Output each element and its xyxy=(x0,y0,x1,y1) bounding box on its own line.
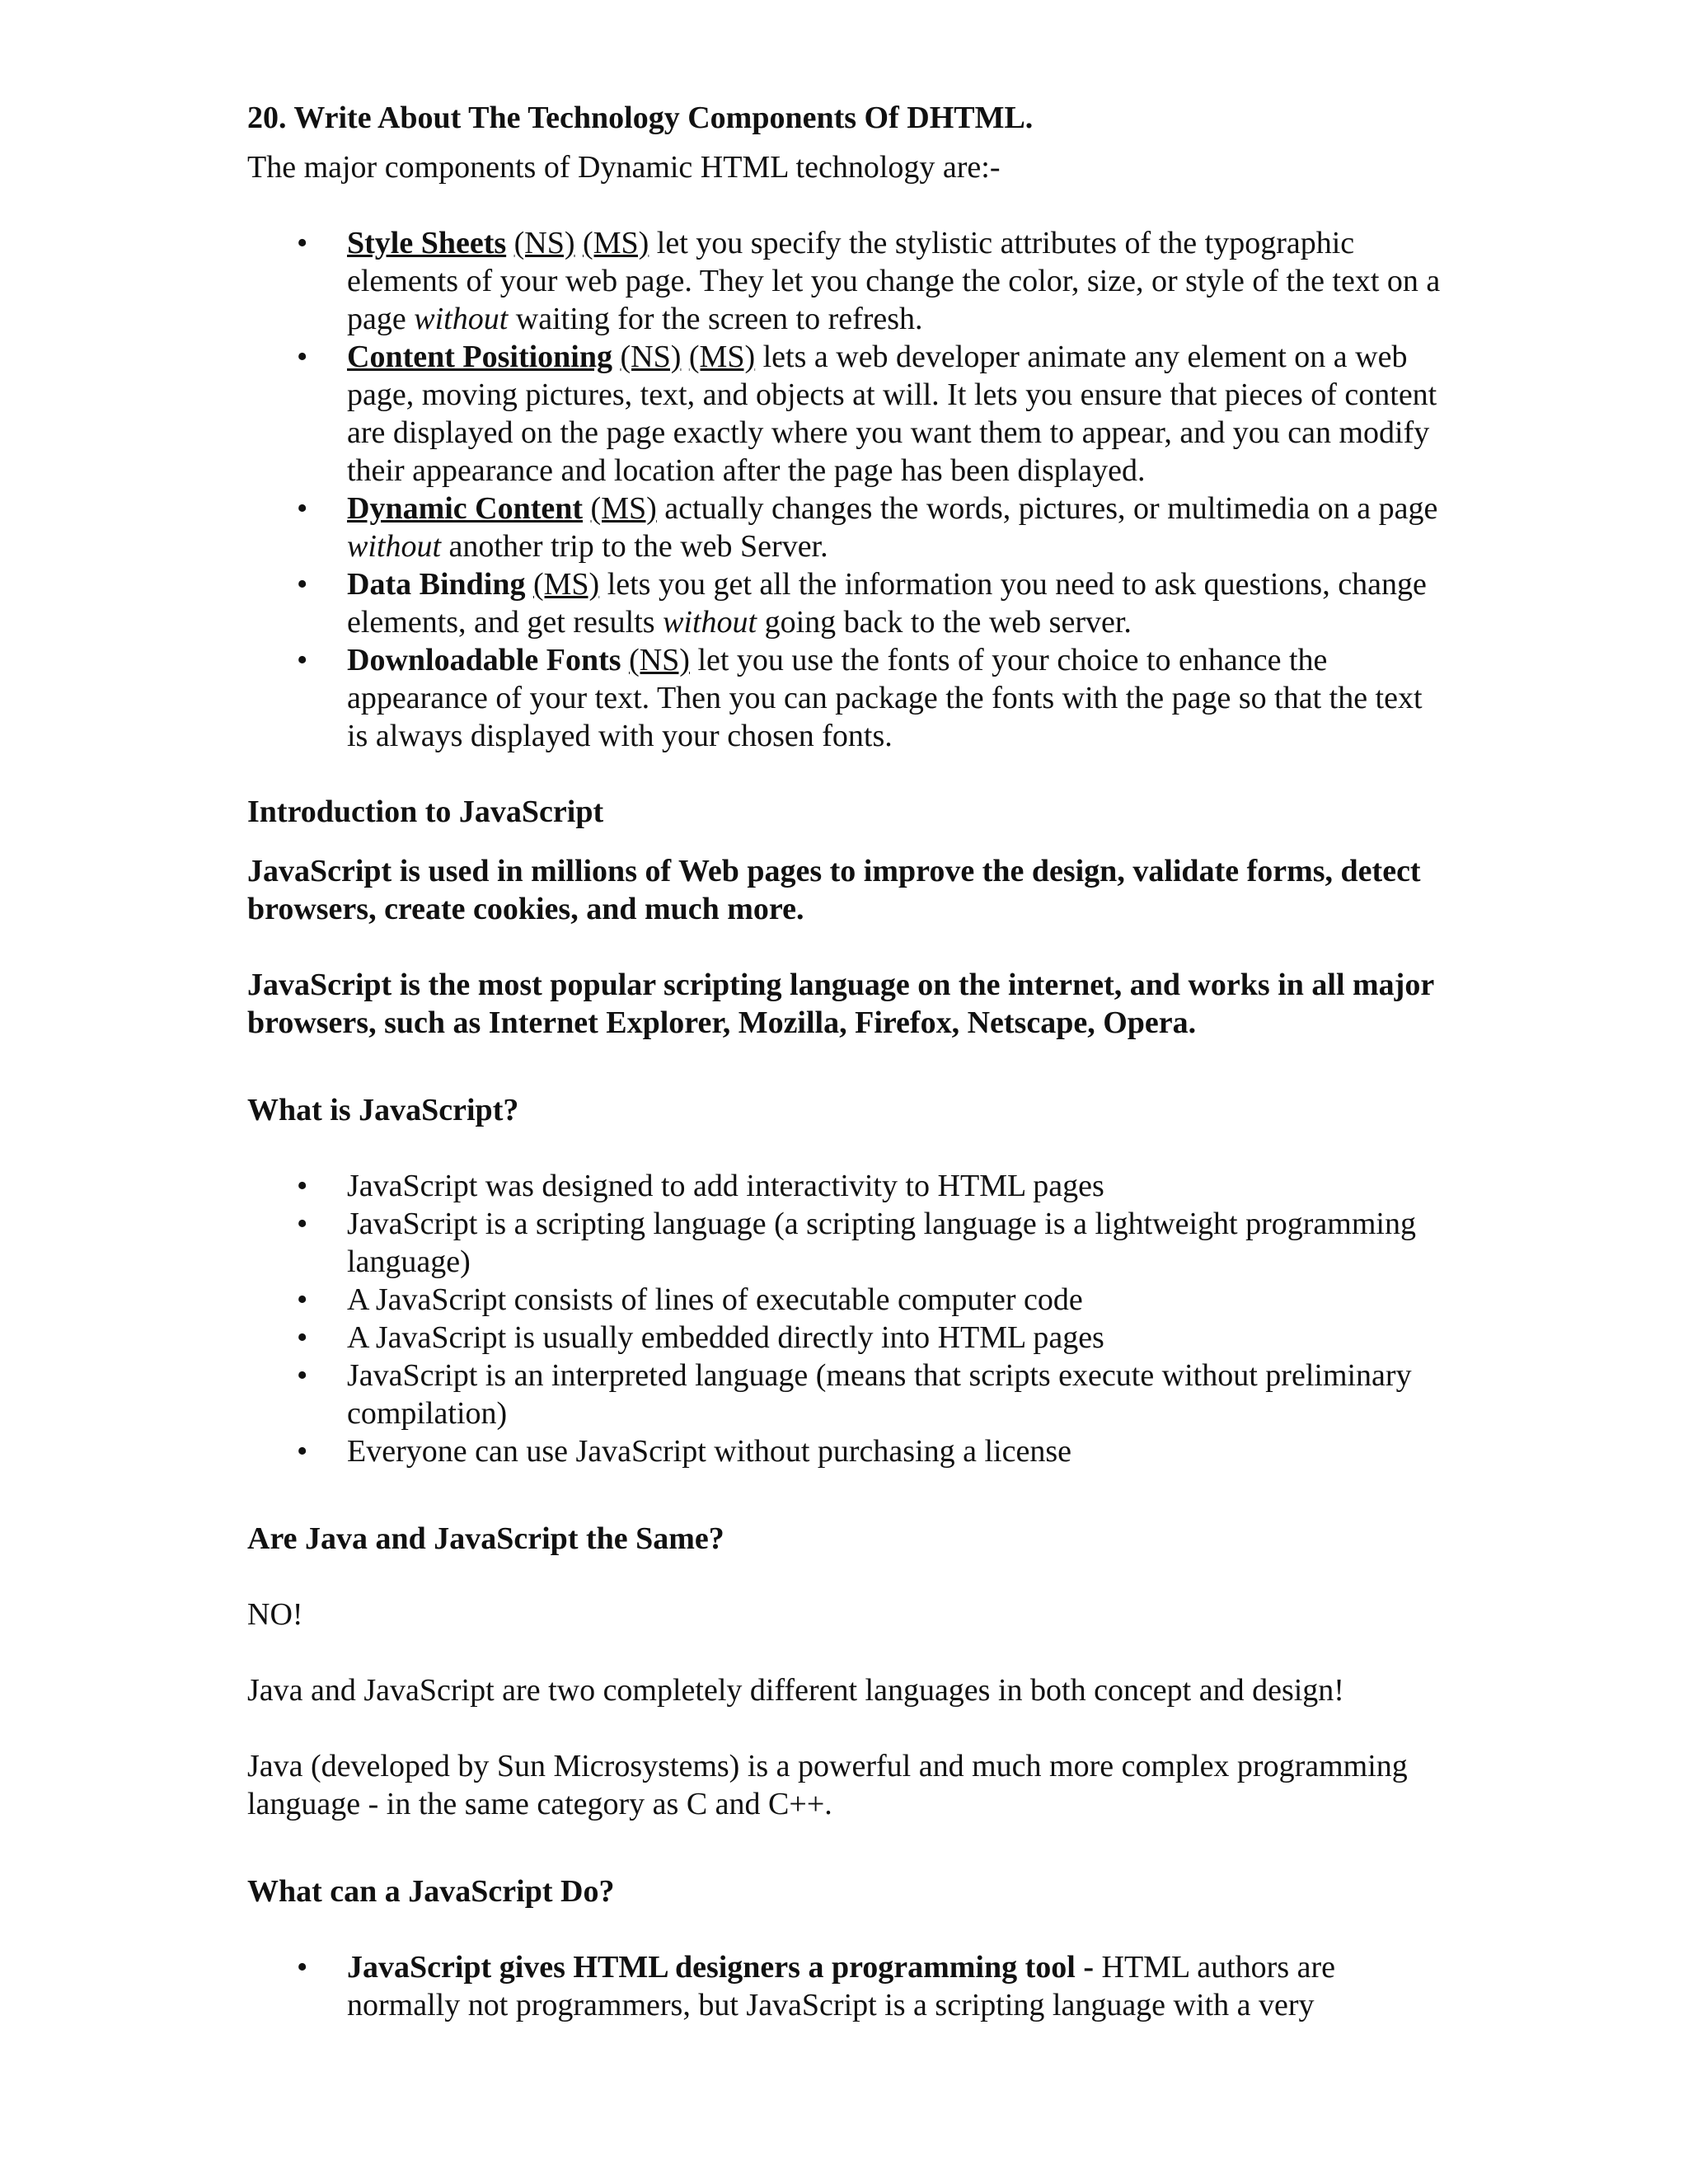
downloadable-fonts-term: Downloadable Fonts xyxy=(347,643,621,677)
list-item: • A JavaScript consists of lines of executable computer code xyxy=(247,1281,1451,1319)
list-item: • A JavaScript is usually embedded directly into HTML pages xyxy=(247,1319,1451,1357)
section-heading-dhtml-components: 20. Write About The Technology Components Of DHTML. xyxy=(247,101,1034,135)
ms-reference-link[interactable]: (MS) xyxy=(590,491,657,526)
programming-tool-text: HTML authors are normally not programmers, but JavaScript is a scripting language with a very xyxy=(347,1950,1335,2022)
same-answer-text: NO! xyxy=(247,1597,303,1632)
content-positioning-text: lets a web developer animate any element on a web page, moving pictures, text, and objects at will. It lets you ensure that pieces of content are displayed on the page exactly where you want them to appear, and you can modify their appearance and location after the page has been displayed. xyxy=(347,340,1437,488)
emphasis-without: without xyxy=(347,529,442,564)
dhtml-components-list xyxy=(247,224,1451,755)
ms-reference-link[interactable]: (MS) xyxy=(688,340,756,374)
what-is-javascript-heading: What is JavaScript? xyxy=(247,1093,519,1127)
intro-javascript-para-2: JavaScript is the most popular scripting language on the internet, and works in all major browsers, such as Internet Explorer, Mozilla, Firefox, Netscape, Opera. xyxy=(247,968,1434,1040)
list-item: • JavaScript is an interpreted language (means that scripts execute without preliminary compilation) xyxy=(247,1357,1451,1432)
what-can-javascript-do-heading: What can a JavaScript Do? xyxy=(247,1874,615,1909)
dynamic-content-text: actually changes the words, pictures, or multimedia on a page xyxy=(656,491,1438,526)
style-sheets-text-end: waiting for the screen to refresh. xyxy=(508,302,923,336)
list-item: • JavaScript was designed to add interactivity to HTML pages xyxy=(247,1167,1451,1205)
list-item-data-binding xyxy=(247,565,1451,641)
emphasis-without: without xyxy=(663,605,757,640)
ns-reference-link[interactable]: (NS) xyxy=(629,643,690,677)
downloadable-fonts-text: let you use the fonts of your choice to enhance the appearance of your text. Then you can package the fonts with the page so that the text is always displayed with your chosen fonts. xyxy=(347,643,1423,753)
what-is-javascript-list xyxy=(247,1167,1451,1470)
java-javascript-same-heading: Are Java and JavaScript the Same? xyxy=(247,1521,724,1556)
ns-reference-link[interactable]: (NS) xyxy=(513,226,575,260)
list-item: • JavaScript is a scripting language (a scripting language is a lightweight programming language) xyxy=(247,1205,1451,1281)
style-sheets-term: Style Sheets xyxy=(347,226,507,260)
intro-javascript-heading: Introduction to JavaScript xyxy=(247,794,604,829)
document-page xyxy=(247,99,1451,2024)
ms-reference-link[interactable]: (MS) xyxy=(583,226,649,260)
ms-reference-link[interactable]: (MS) xyxy=(532,567,600,602)
dynamic-content-term: Dynamic Content xyxy=(347,491,584,526)
style-sheets-text: let you specify the stylistic attributes of the typographic elements of your web page. They let you change the color, size, or style of the text on a page xyxy=(347,226,1441,336)
ns-reference-link[interactable]: (NS) xyxy=(620,340,682,374)
data-binding-text-end: going back to the web server. xyxy=(757,605,1132,640)
dhtml-intro-text: The major components of Dynamic HTML technology are:- xyxy=(247,150,1001,185)
programming-tool-term: JavaScript gives HTML designers a programming tool - xyxy=(347,1950,1094,1985)
same-para-2: Java (developed by Sun Microsystems) is a powerful and much more complex programming language - in the same category as C and C++. xyxy=(247,1749,1408,1821)
dynamic-content-text-end: another trip to the web Server. xyxy=(441,529,828,564)
list-item-dynamic-content xyxy=(247,490,1451,565)
list-item: • Everyone can use JavaScript without purchasing a license xyxy=(247,1432,1451,1470)
list-item-content-positioning xyxy=(247,338,1451,490)
intro-javascript-para-1: JavaScript is used in millions of Web pages to improve the design, validate forms, detect browsers, create cookies, and much more. xyxy=(247,854,1421,926)
what-can-javascript-do-list xyxy=(247,1948,1451,2024)
list-item-downloadable-fonts xyxy=(247,641,1451,755)
data-binding-term: Data Binding xyxy=(347,567,526,602)
same-para-1: Java and JavaScript are two completely different languages in both concept and design! xyxy=(247,1673,1344,1708)
data-binding-text: lets you get all the information you need to ask questions, change elements, and get results xyxy=(347,567,1427,640)
content-positioning-term: Content Positioning xyxy=(347,340,612,374)
list-item-programming-tool xyxy=(247,1948,1451,2024)
list-item-style-sheets xyxy=(247,224,1451,338)
emphasis-without: without xyxy=(414,302,509,336)
